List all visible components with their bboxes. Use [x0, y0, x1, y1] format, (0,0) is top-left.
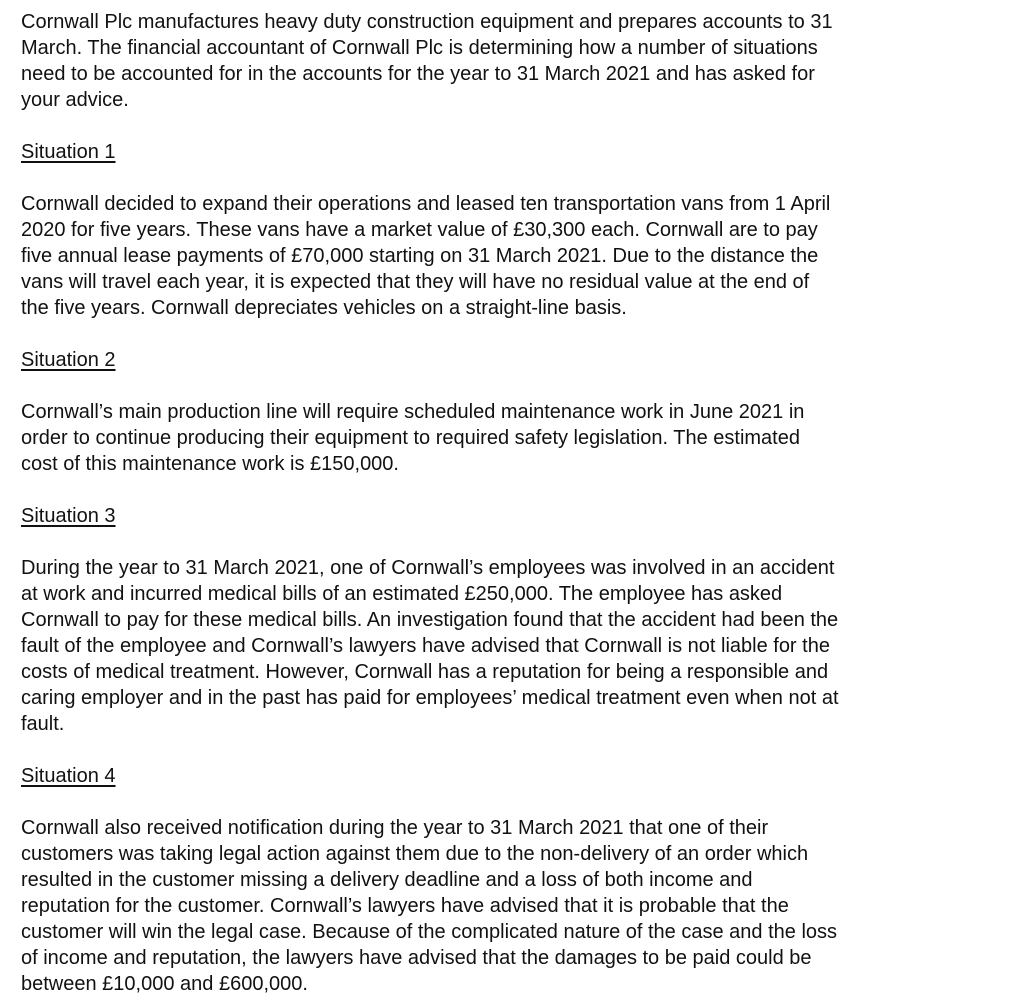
situation-1-body: Cornwall decided to expand their operations and leased ten transportation vans from 1 April 2020 for five years. These vans have a market value of £30,300 each. Cornwall are to pay five annual lease payments of £70,000 starting on 31 March 2021. Due to the distance the vans will travel each year, it is expected that they will have no residual value at the end of the five years. Cornwall depreciates vehicles on a straight-line basis. — [21, 193, 831, 319]
situation-4-heading: Situation 4 — [21, 765, 116, 787]
situation-3-heading: Situation 3 — [21, 505, 116, 527]
situation-2-heading: Situation 2 — [21, 349, 116, 371]
situation-3-body: During the year to 31 March 2021, one of Cornwall’s employees was involved in an accident at work and incurred medical bills of an estimated £250,000. The employee has asked Cornwall to pay for these medical bills. An investigation found that the accident had been the fault of the employee and Cornwall’s lawyers have advised that Cornwall is not liable for the costs of medical treatment. However, Cornwall has a reputation for being a responsible and caring employer and in the past has paid for employees’ medical treatment even when not at fault. — [21, 557, 839, 735]
document-body — [21, 9, 1011, 997]
situation-2-body: Cornwall’s main production line will require scheduled maintenance work in June 2021 in order to continue producing their equipment to required safety legislation. The estimated cost of this maintenance work is £150,000. — [21, 401, 805, 475]
situation-1-heading: Situation 1 — [21, 141, 116, 163]
intro-paragraph: Cornwall Plc manufactures heavy duty construction equipment and prepares accounts to 31 March. The financial accountant of Cornwall Plc is determining how a number of situations need to be accounted for in the accounts for the year to 31 March 2021 and has asked for your advice. — [21, 11, 833, 111]
situation-4-body: Cornwall also received notification during the year to 31 March 2021 that one of their customers was taking legal action against them due to the non-delivery of an order which resulted in the customer missing a delivery deadline and a loss of both income and reputation for the customer. Cornwall’s lawyers have advised that it is probable that the customer will win the legal case. Because of the complicated nature of the case and the loss of income and reputation, the lawyers have advised that the damages to be paid could be between £10,000 and £600,000. — [21, 817, 838, 995]
